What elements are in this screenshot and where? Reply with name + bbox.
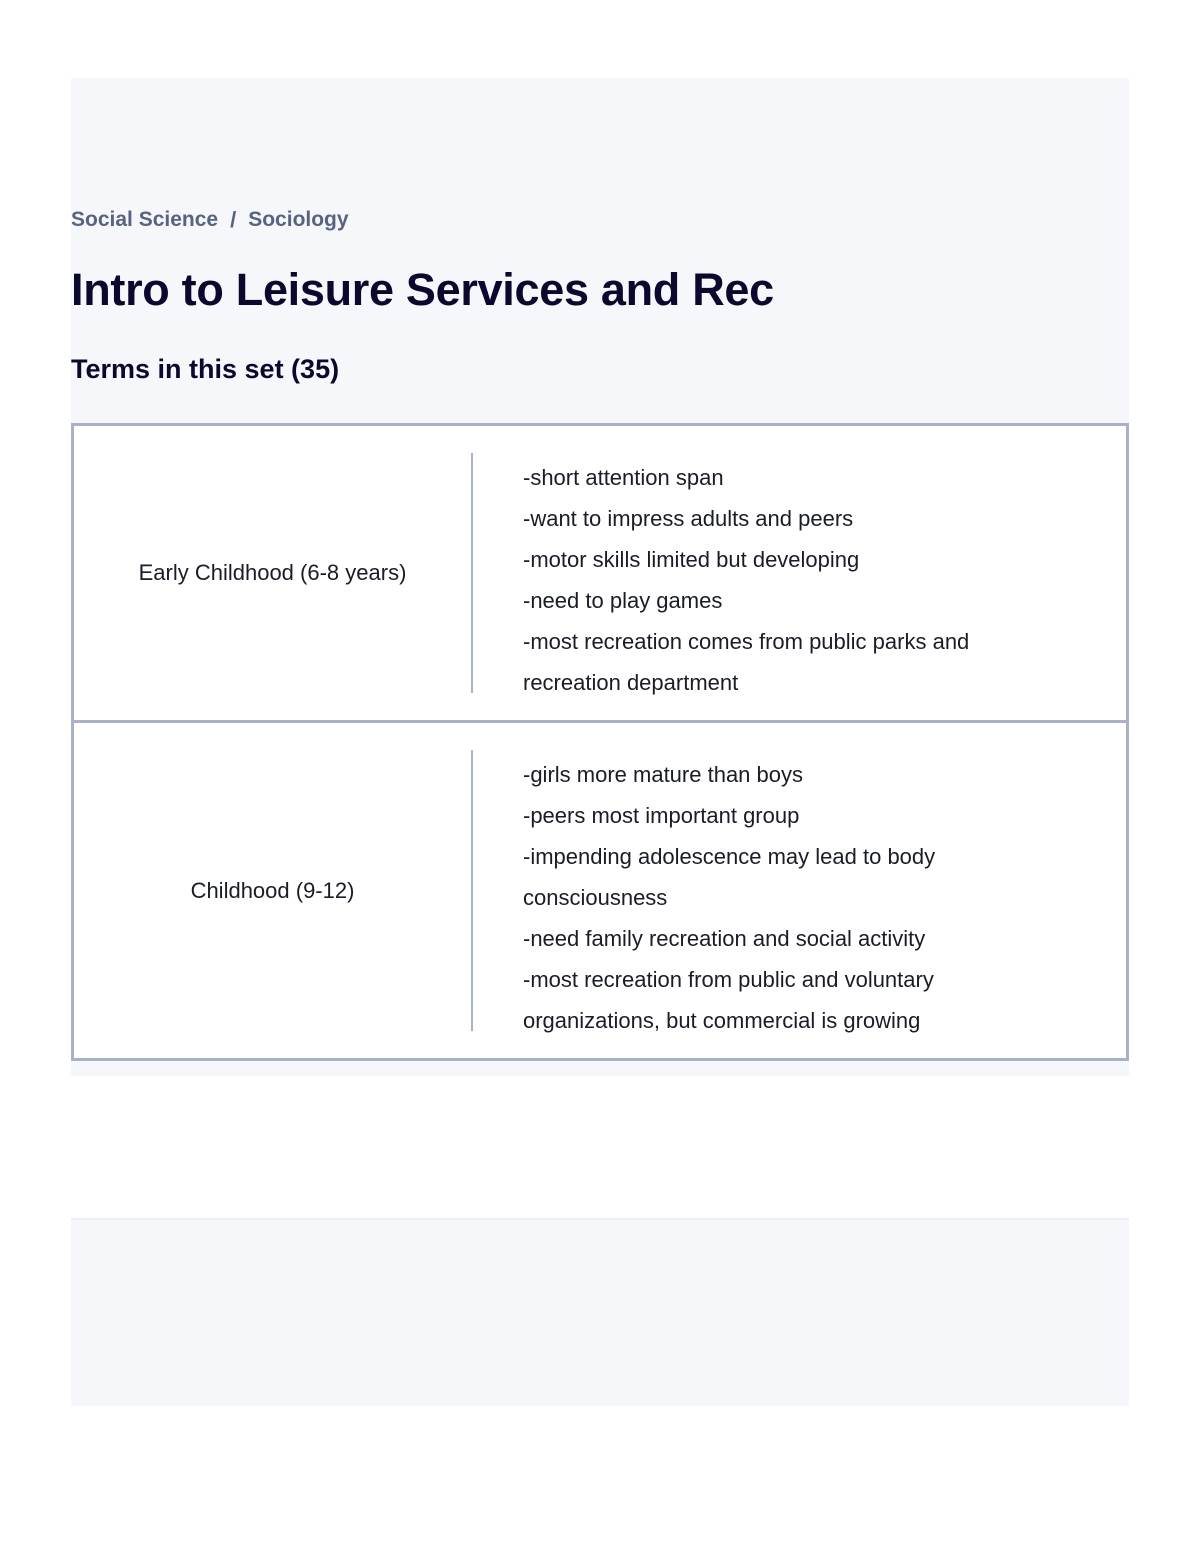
definition-line: -most recreation from public and voluntary (523, 967, 934, 992)
term-text: Childhood (9-12) (190, 877, 355, 903)
breadcrumb-link-social-science[interactable]: Social Science (71, 208, 219, 231)
breadcrumb (71, 205, 349, 235)
definition-line: organizations, but commercial is growing (523, 1008, 921, 1033)
page-title: Intro to Leisure Services and Rec (71, 264, 774, 315)
footer-panel (71, 1218, 1129, 1406)
definition-line: -peers most important group (523, 803, 800, 828)
definition-line: -motor skills limited but developing (523, 547, 860, 572)
breadcrumb-separator: / (230, 207, 237, 232)
definition-line: consciousness (523, 885, 668, 910)
definition-line: -need to play games (523, 588, 723, 613)
terms-heading: Terms in this set (35) (71, 354, 340, 384)
definition-line: -girls more mature than boys (523, 762, 803, 787)
term-card (71, 423, 1129, 723)
definition-line: -need family recreation and social activity (523, 926, 926, 951)
definition-line: -most recreation comes from public parks and (523, 629, 970, 654)
definition-line: -impending adolescence may lead to body (523, 844, 936, 869)
definition-line: -short attention span (523, 465, 724, 490)
breadcrumb-link-sociology[interactable]: Sociology (248, 208, 349, 231)
definition-line: recreation department (523, 670, 739, 695)
definition-text (473, 723, 1126, 1058)
definition-text (473, 426, 1126, 720)
term-card (71, 720, 1129, 1061)
definition-line: -want to impress adults and peers (523, 506, 854, 531)
term-text: Early Childhood (6-8 years) (138, 560, 407, 585)
